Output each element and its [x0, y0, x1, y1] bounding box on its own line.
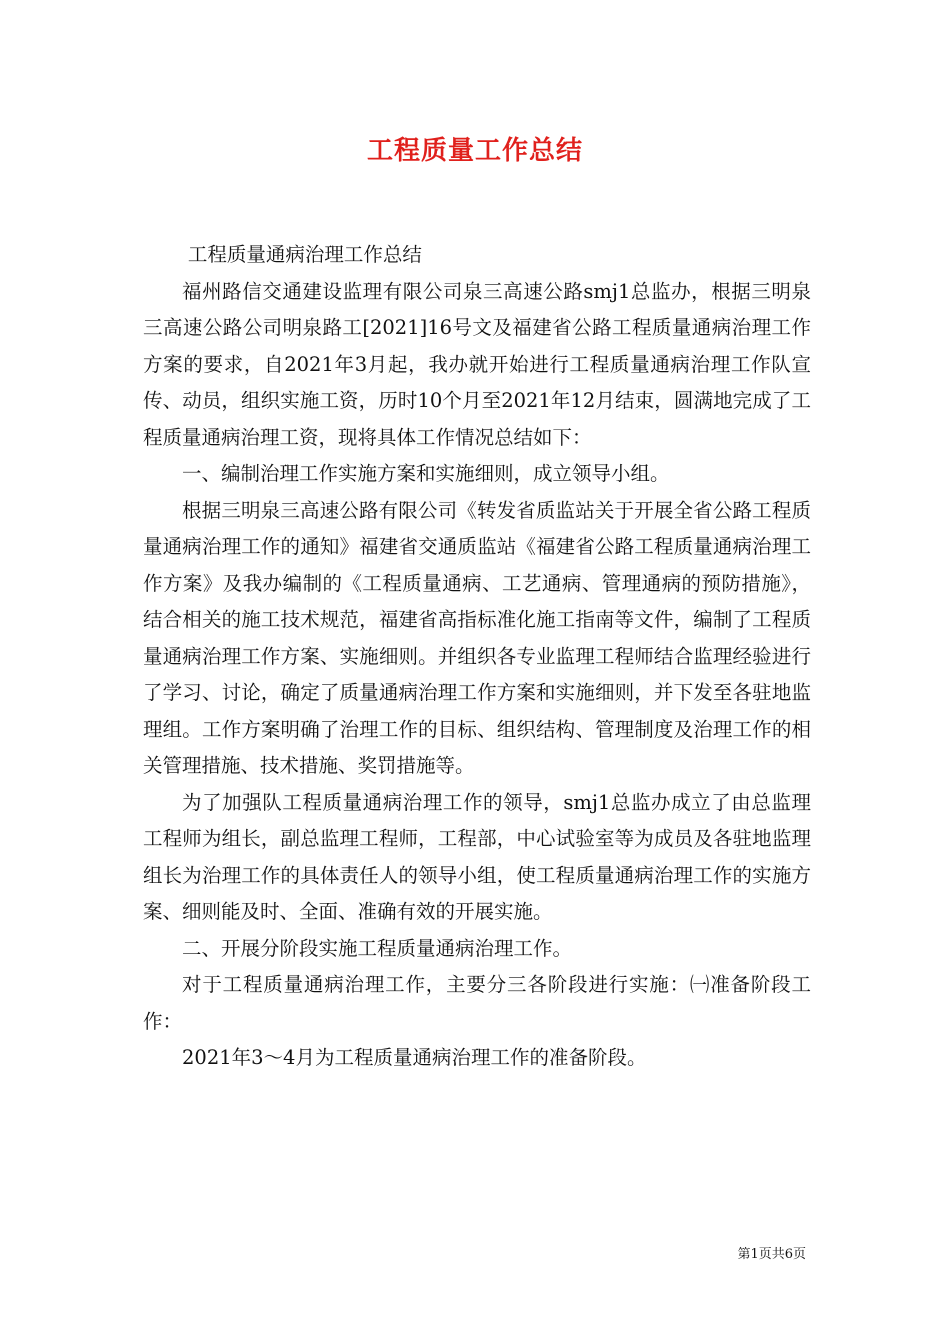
- body-paragraph-subtitle: 工程质量通病治理工作总结: [187, 243, 422, 266]
- body-paragraph: 福州路信交通建设监理有限公司泉三高速公路smj1总监办，根据三明泉三高速公路公司明泉路工[2021]16号文及福建省公路工程质量通病治理工作方案的要求，自2021年3月起，我办就开始进行工程质量通病治理工作队宣传、动员，组织实施工资，历时10个月至2021年12月结束，圆满地完成了工程质量通病治理工资，现将具体工作情况总结如下：: [143, 279, 811, 449]
- document-body: [143, 237, 811, 1077]
- body-paragraph: 为了加强队工程质量通病治理工作的领导，smj1总监办成立了由总监理工程师为组长，副总监理工程师，工程部，中心试验室等为成员及各驻地监理组长为治理工作的具体责任人的领导小组，使工程质量通病治理工作的实施方案、细则能及时、全面、准确有效的开展实施。: [143, 790, 811, 923]
- document-title: 工程质量工作总结: [366, 136, 583, 166]
- body-paragraph: 对于工程质量通病治理工作，主要分三各阶段进行实施：㈠准备阶段工作：: [143, 973, 811, 1033]
- body-paragraph: 2021年3～4月为工程质量通病治理工作的准备阶段。: [182, 1046, 647, 1069]
- body-paragraph: 根据三明泉三高速公路有限公司《转发省质监站关于开展全省公路工程质量通病治理工作的通知》福建省交通质监站《福建省公路工程质量通病治理工作方案》及我办编制的《工程质量通病、工艺通病、管理通病的预防措施》，结合相关的施工技术规范，福建省高指标准化施工指南等文件，编制了工程质量通病治理工作方案、实施细则。并组织各专业监理工程师结合监理经验进行了学习、讨论，确定了质量通病治理工作方案和实施细则，并下发至各驻地监理组。工作方案明确了治理工作的目标、组织结构、管理制度及治理工作的相关管理措施、技术措施、奖罚措施等。: [143, 498, 811, 777]
- section-heading-1: 一、编制治理工作实施方案和实施细则，成立领导小组。: [182, 462, 670, 485]
- page-number-footer: 第1页共6页: [737, 1247, 806, 1262]
- section-heading-2: 二、开展分阶段实施工程质量通病治理工作。: [182, 936, 573, 960]
